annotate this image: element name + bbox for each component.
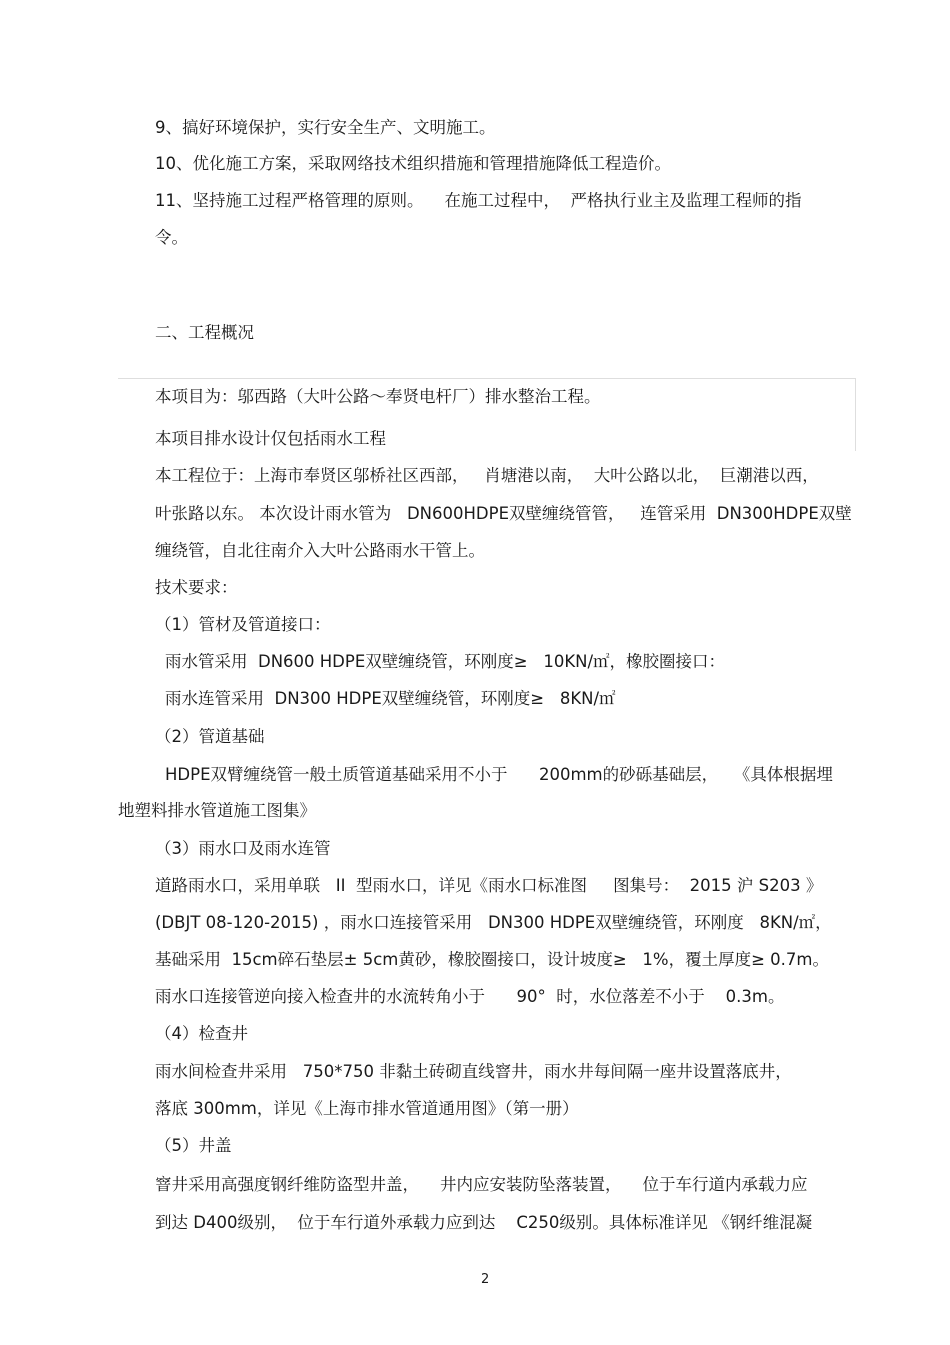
text-line-11: 11、坚持施工过程严格管理的原则。 在施工过程中， 严格执行业主及监理工程师的指 [155, 191, 802, 210]
foundation-spec-cont: 地塑料排水管道施工图集》 [118, 801, 316, 820]
text-line-10: 10、优化施工方案，采取网络技术组织措施和管理措施降低工程造价。 [155, 154, 671, 173]
cover-spec-cont: 到达 D400级别， 位于车行道外承载力应到达 C250级别。具体标准详见 《钢纤维混凝 [155, 1213, 813, 1232]
manhole-spec-cont: 落底 300mm，详见《上海市排水管道通用图》（第一册） [155, 1099, 579, 1118]
manhole-spec: 雨水间检查井采用 750*750 非黏土砖砌直线窨井，雨水井每间隔一座井设置落底井， [155, 1062, 792, 1081]
subsection-2: （2）管道基础 [155, 727, 265, 746]
pipe-spec-connector: 雨水连管采用 DN300 HDPE双壁缠绕管，环刚度≥ 8KN/㎡ [165, 689, 616, 708]
inlet-spec: 道路雨水口，采用单联 II 型雨水口，详见《雨水口标准图 图集号： 2015 沪 S203 》 [155, 876, 823, 895]
project-location: 本工程位于：上海市奉贤区邬桥社区西部， 肖塘港以南， 大叶公路以北， 巨潮港以西， [155, 466, 819, 485]
subsection-5: （5）井盖 [155, 1136, 232, 1155]
text-line-11-cont: 令。 [155, 228, 188, 247]
subsection-3: （3）雨水口及雨水连管 [155, 839, 331, 858]
tech-requirements-heading: 技术要求： [155, 578, 238, 597]
subsection-4: （4）检查井 [155, 1024, 248, 1043]
text-line-9: 9、搞好环境保护，实行安全生产、文明施工。 [155, 118, 496, 137]
inlet-spec-cont2: 基础采用 15cm碎石垫层± 5cm黄砂，橡胶圈接口，设计坡度≥ 1%，覆土厚度≥ 0.7m。 [155, 950, 829, 969]
cover-spec: 窨井采用高强度钢纤维防盗型井盖， 井内应安装防坠落装置， 位于车行道内承载力应 [155, 1175, 808, 1194]
inlet-spec-cont3: 雨水口连接管逆向接入检查井的水流转角小于 90° 时，水位落差不小于 0.3m。 [155, 987, 785, 1006]
project-location-cont2: 缠绕管，自北往南介入大叶公路雨水干管上。 [155, 541, 485, 560]
pipe-spec-main: 雨水管采用 DN600 HDPE双壁缠绕管，环刚度≥ 10KN/㎡，橡胶圈接口： [165, 652, 726, 671]
project-location-cont: 叶张路以东。 本次设计雨水管为 DN600HDPE双壁缠绕管管， 连管采用 DN300HDPE双壁 [155, 504, 852, 523]
section-heading: 二、工程概况 [155, 323, 254, 342]
inlet-spec-cont: (DBJT 08-120-2015) ，雨水口连接管采用 DN300 HDPE双壁缠绕管，环刚度 8KN/㎡， [155, 913, 832, 932]
page-number: 2 [481, 1272, 490, 1287]
foundation-spec: HDPE双臂缠绕管一般土质管道基础采用不小于 200mm的砂砾基础层， 《具体根据埋 [165, 765, 833, 784]
project-name: 本项目为：邬西路（大叶公路～奉贤电杆厂）排水整治工程。 [155, 387, 601, 406]
subsection-1: （1）管材及管道接口： [155, 615, 331, 634]
project-scope: 本项目排水设计仅包括雨水工程 [155, 429, 386, 448]
